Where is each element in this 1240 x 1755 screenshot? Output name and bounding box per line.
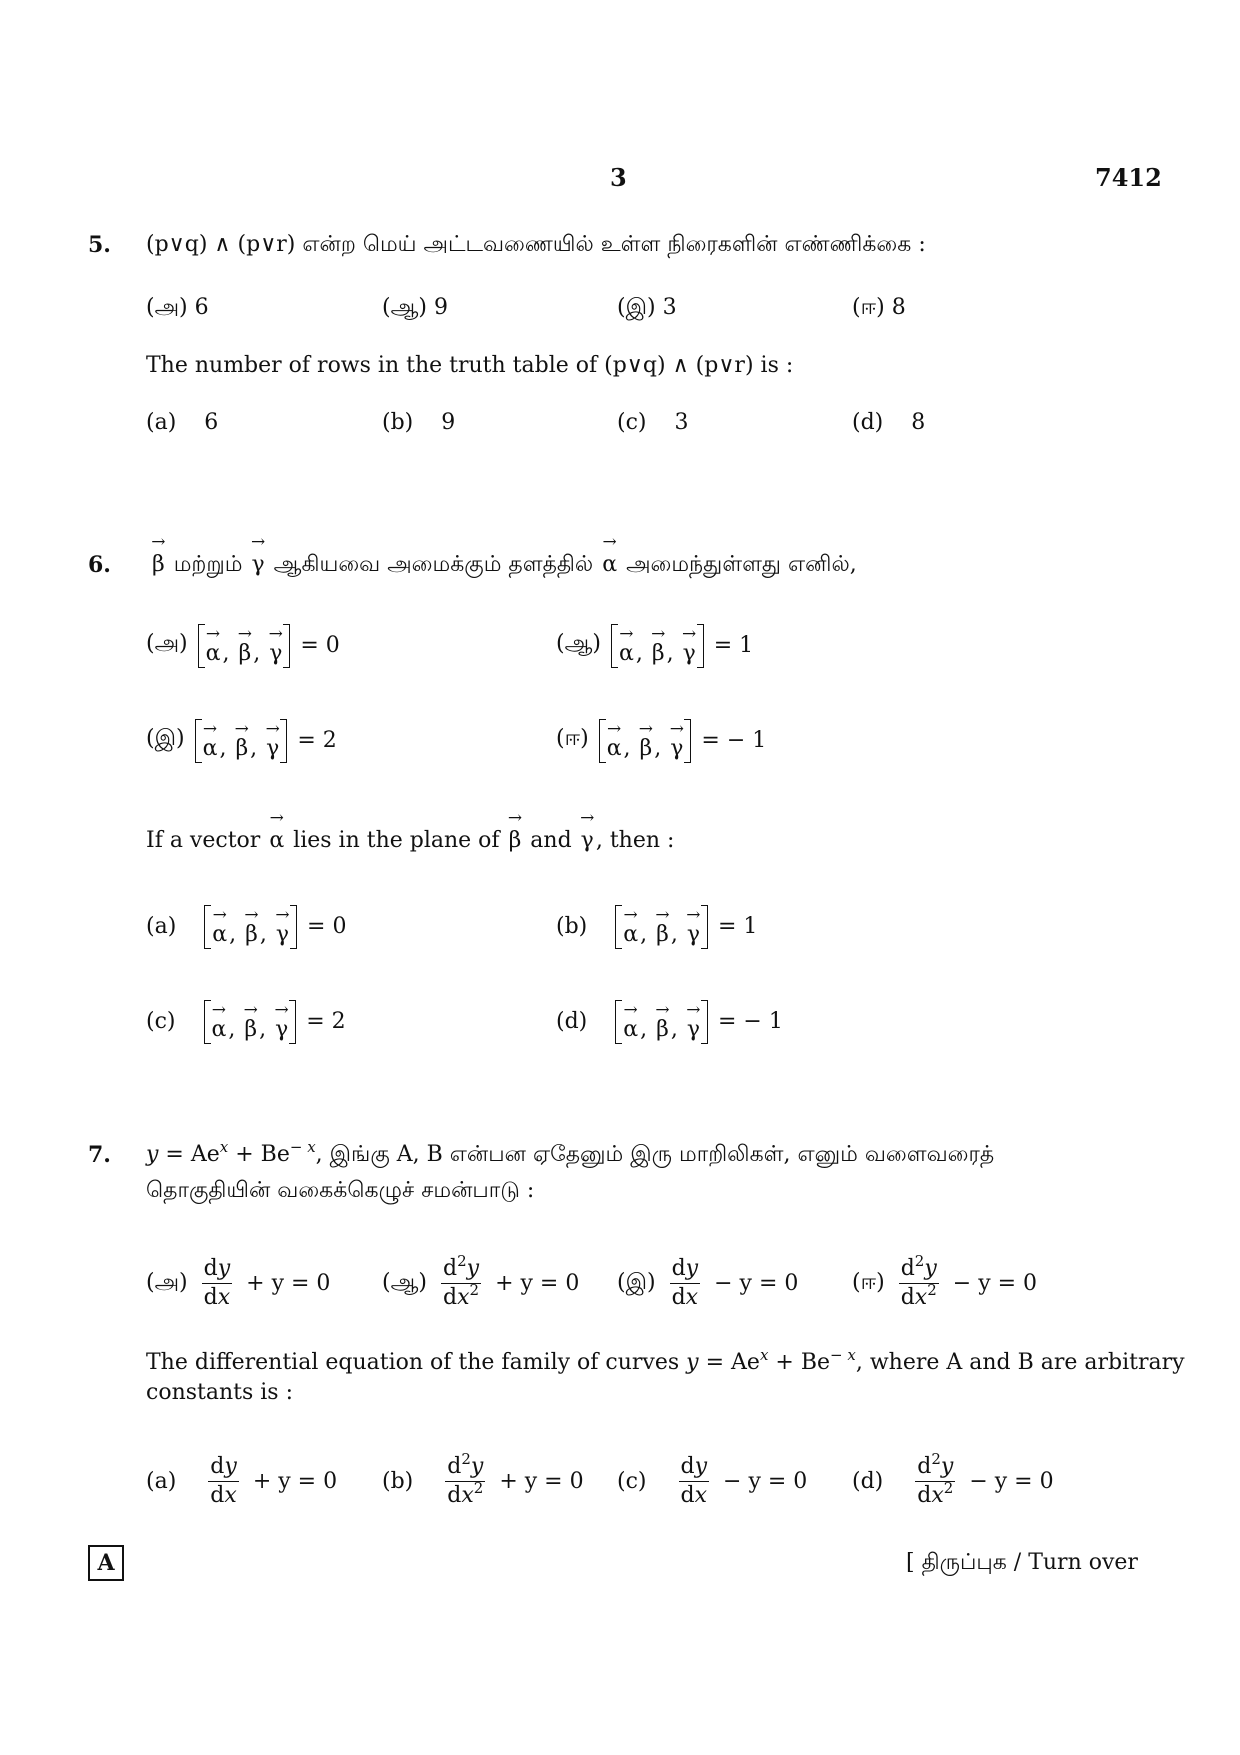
scalar-triple-product: → α, → β, → γ <box>615 998 708 1044</box>
q6-english-option-d: (d) → α, → β, → γ = − 1 <box>556 998 783 1044</box>
q5-tamil-option-c: (இ) 3 <box>617 295 677 320</box>
scalar-triple-product: → α, → β, → γ <box>198 622 291 668</box>
gamma-vector: → γ <box>250 552 267 577</box>
q7-tamil-option-c: (இ) $\frac{dy}{dx}$ − y = 0 <box>617 1256 799 1310</box>
question-7-english-line-1: The differential equation of the family of curves $y = Ae^x + Be^{- x}$, where A and B are arbitrary <box>146 1346 1185 1375</box>
q6-english-option-c: (c) → α, → β, → γ = 2 <box>146 998 346 1044</box>
q6-tamil-option-b: (ஆ) → α, → β, → γ = 1 <box>556 622 753 668</box>
second-derivative-fraction: $\frac{d^2y}{dx^2}$ <box>900 1252 937 1310</box>
question-6-tamil-text: → β மற்றும் → γ ஆகியவை அமைக்கும் தளத்தில் → α அமைந்துள்ளது எனில், <box>150 552 857 580</box>
scalar-triple-product: → α, → β, → γ <box>611 622 704 668</box>
q7-english-option-c: (c) $\frac{dy}{dx}$ − y = 0 <box>617 1454 808 1508</box>
q6-tamil-option-a: (அ) → α, → β, → γ = 0 <box>146 622 340 668</box>
derivative-fraction: $\frac{dy}{dx}$ <box>680 1454 708 1508</box>
question-7-english-line-2: constants is : <box>146 1380 294 1405</box>
second-derivative-fraction: $\frac{d^2y}{dx^2}$ <box>917 1450 954 1508</box>
q7-english-option-b: (b) $\frac{d^2y}{dx^2}$ + y = 0 <box>382 1450 584 1508</box>
turn-over-text: [ திருப்புக / Turn over <box>906 1550 1138 1575</box>
q7-tamil-option-d: (ஈ) $\frac{d^2y}{dx^2}$ − y = 0 <box>852 1252 1038 1310</box>
question-6-number: 6. <box>88 552 111 578</box>
question-6-english-text: If a vector → α lies in the plane of → β and → γ, then : <box>146 828 674 853</box>
question-5-tamil-text: (p∨q) ∧ (p∨r) என்ற மெய் அட்டவணையில் உள்ள நிரைகளின் எண்ணிக்கை : <box>146 232 926 257</box>
q6-english-option-b: (b) → α, → β, → γ = 1 <box>556 903 757 949</box>
scalar-triple-product: → α, → β, → γ <box>599 717 692 763</box>
scalar-triple-product: → α, → β, → γ <box>615 903 708 949</box>
page-number: 3 <box>610 163 627 192</box>
derivative-fraction: $\frac{dy}{dx}$ <box>203 1256 231 1310</box>
q6-tamil-option-d: (ஈ) → α, → β, → γ = − 1 <box>556 717 766 763</box>
q7-english-option-d: (d) $\frac{d^2y}{dx^2}$ − y = 0 <box>852 1450 1054 1508</box>
question-7-number: 7. <box>88 1142 111 1168</box>
q5-english-option-a: (a) 6 <box>146 410 219 435</box>
q5-tamil-option-b: (ஆ) 9 <box>382 295 448 320</box>
q5-english-option-d: (d) 8 <box>852 410 926 435</box>
derivative-fraction: $\frac{dy}{dx}$ <box>210 1454 237 1508</box>
q5-tamil-option-a: (அ) 6 <box>146 295 209 320</box>
q7-tamil-option-b: (ஆ) $\frac{d^2y}{dx^2}$ + y = 0 <box>382 1252 580 1310</box>
derivative-fraction: $\frac{dy}{dx}$ <box>671 1256 699 1310</box>
beta-vector: → β <box>150 552 167 577</box>
question-7-tamil-line-1: $y = Ae^x + Be^{- x}$, இங்கு A, B என்பன ஏதேனும் இரு மாறிலிகள், எனும் வளைவரைத் <box>146 1138 995 1167</box>
q5-tamil-option-d: (ஈ) 8 <box>852 295 906 320</box>
alpha-vector: → α <box>600 552 619 577</box>
second-derivative-fraction: $\frac{d^2y}{dx^2}$ <box>443 1252 480 1310</box>
q7-english-option-a: (a) $\frac{dy}{dx}$ + y = 0 <box>146 1454 338 1508</box>
question-paper-code: 7412 <box>1095 163 1162 192</box>
q5-english-option-c: (c) 3 <box>617 410 689 435</box>
q6-tamil-option-c: (இ) → α, → β, → γ = 2 <box>146 717 337 763</box>
q7-tamil-option-a: (அ) $\frac{dy}{dx}$ + y = 0 <box>146 1256 331 1310</box>
second-derivative-fraction: $\frac{d^2y}{dx^2}$ <box>447 1450 484 1508</box>
scalar-triple-product: → α, → β, → γ <box>195 717 288 763</box>
question-5-english-text: The number of rows in the truth table of (p∨q) ∧ (p∨r) is : <box>146 353 794 378</box>
q6-english-option-a: (a) → α, → β, → γ = 0 <box>146 903 346 949</box>
question-5-number: 5. <box>88 232 111 258</box>
booklet-series-box: A <box>88 1545 124 1581</box>
scalar-triple-product: → α, → β, → γ <box>204 998 297 1044</box>
question-7-tamil-line-2: தொகுதியின் வகைக்கெழுச் சமன்பாடு : <box>146 1178 535 1203</box>
scalar-triple-product: → α, → β, → γ <box>204 903 297 949</box>
q5-english-option-b: (b) 9 <box>382 410 456 435</box>
